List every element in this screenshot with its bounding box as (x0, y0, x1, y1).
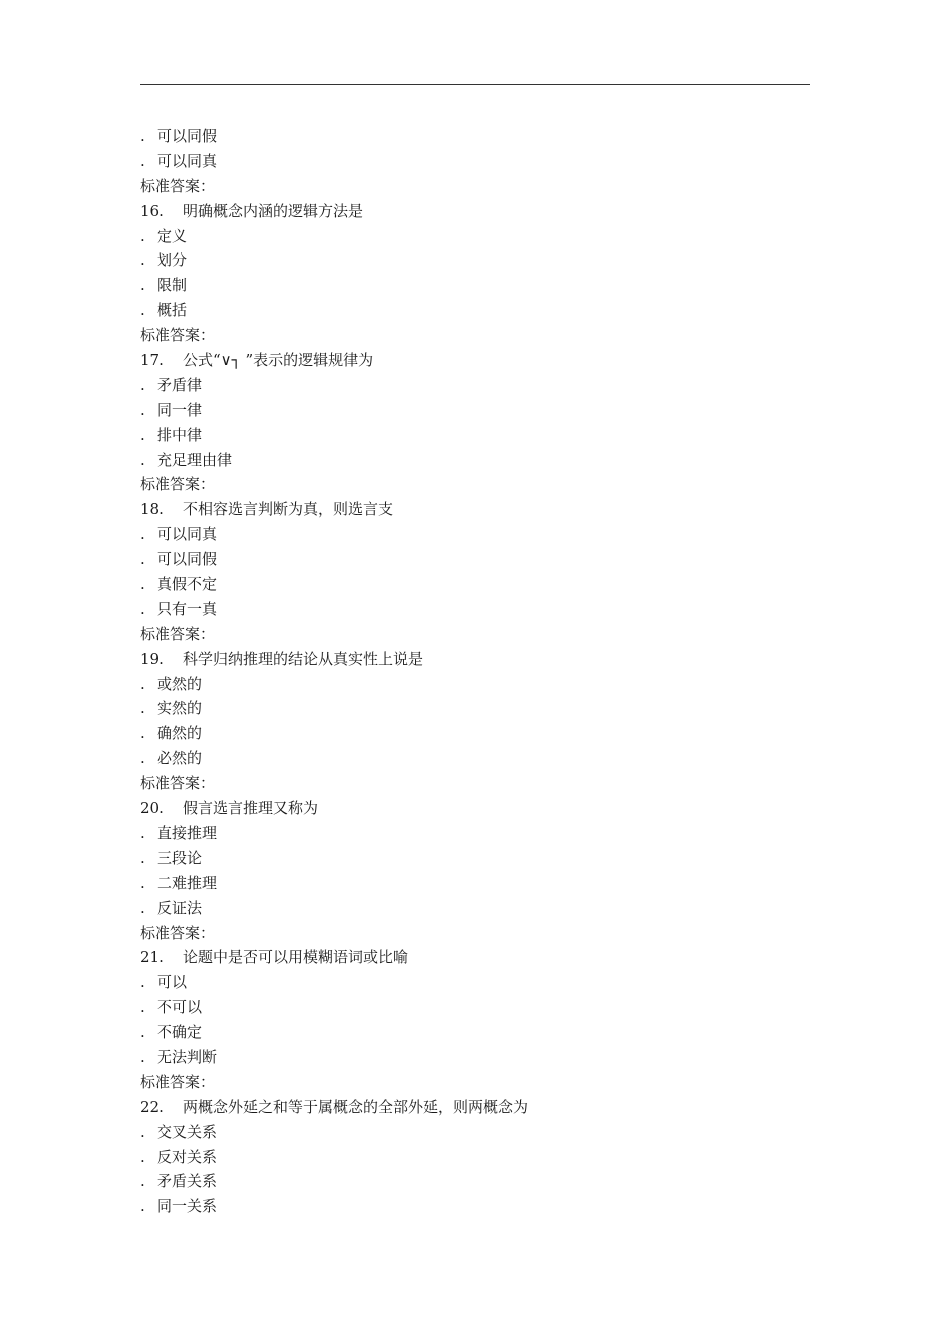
option-line: . 同一律 (140, 400, 203, 419)
answer-label: 标准答案： (140, 176, 216, 195)
answer-label: 标准答案： (140, 624, 216, 643)
option-line: . 概括 (140, 301, 188, 320)
header-rule (140, 84, 810, 85)
answer-label: 标准答案： (140, 1072, 216, 1091)
question-line: 17. 公式“∨┐ ”表示的逻辑规律为 (140, 351, 374, 370)
question-line: 18. 不相容选言判断为真，则选言支 (140, 500, 394, 519)
option-line: . 实然的 (140, 699, 203, 718)
answer-label: 标准答案： (140, 774, 216, 793)
option-line: . 排中律 (140, 425, 203, 444)
option-line: . 或然的 (140, 674, 203, 693)
option-line: . 可以同假 (140, 550, 218, 569)
option-line: . 矛盾律 (140, 375, 203, 394)
option-line: . 可以 (140, 973, 188, 992)
question-list (140, 124, 810, 1219)
option-line: . 只有一真 (140, 599, 218, 618)
answer-label: 标准答案： (140, 326, 216, 345)
option-line: . 不可以 (140, 998, 203, 1017)
question-line: 16. 明确概念内涵的逻辑方法是 (140, 201, 364, 220)
option-line: . 可以同真 (140, 151, 218, 170)
option-line: . 真假不定 (140, 575, 218, 594)
question-line: 20. 假言选言推理又称为 (140, 799, 319, 818)
option-line: . 二难推理 (140, 873, 218, 892)
option-line: . 无法判断 (140, 1047, 218, 1066)
option-line: . 充足理由律 (140, 450, 233, 469)
option-line: . 必然的 (140, 749, 203, 768)
option-line: . 同一关系 (140, 1197, 218, 1216)
option-line: . 限制 (140, 276, 188, 295)
option-line: . 可以同假 (140, 127, 218, 145)
option-line: . 不确定 (140, 1023, 203, 1042)
question-line: 19. 科学归纳推理的结论从真实性上说是 (140, 649, 424, 668)
answer-label: 标准答案： (140, 475, 216, 494)
option-line: . 三段论 (140, 848, 203, 867)
option-line: . 矛盾关系 (140, 1172, 218, 1191)
option-line: . 划分 (140, 251, 188, 270)
option-line: . 确然的 (140, 724, 203, 743)
option-line: . 反证法 (140, 898, 203, 917)
question-line: 21. 论题中是否可以用模糊语词或比喻 (140, 948, 409, 967)
answer-label: 标准答案： (140, 923, 216, 942)
option-line: . 直接推理 (140, 823, 218, 842)
option-line: . 反对关系 (140, 1147, 218, 1166)
option-line: . 定义 (140, 226, 188, 245)
option-line: . 可以同真 (140, 525, 218, 544)
option-line: . 交叉关系 (140, 1122, 218, 1141)
question-line: 22. 两概念外延之和等于属概念的全部外延，则两概念为 (140, 1097, 529, 1116)
